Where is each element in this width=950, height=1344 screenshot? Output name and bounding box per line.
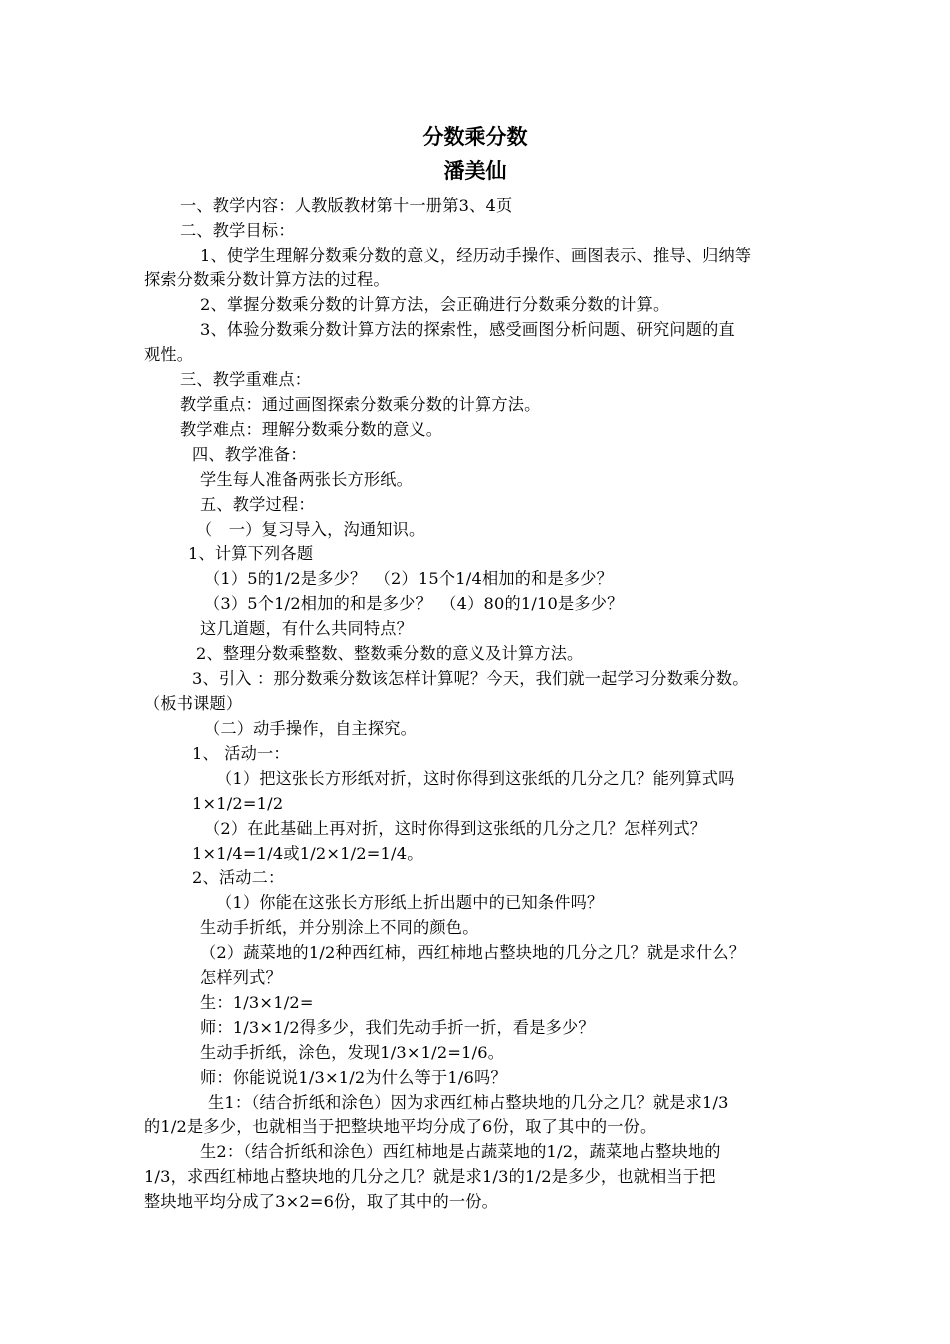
text-line: （2）在此基础上再对折，这时你得到这张纸的几分之几？怎样列式？ [204, 819, 707, 838]
text-line: 二、教学目标： [180, 221, 295, 240]
text-line: 生2：（结合折纸和涂色）西红柿地是占蔬菜地的1/2，蔬菜地占整块地的 [200, 1142, 721, 1161]
text-line: 师：1/3×1/2得多少，我们先动手折一折，看是多少？ [200, 1018, 595, 1037]
text-line: 1、计算下列各题 [188, 544, 314, 563]
text-line: 1、使学生理解分数乘分数的意义，经历动手操作、画图表示、推导、归纳等 [200, 246, 752, 265]
text-line: （2）蔬菜地的1/2种西红柿，西红柿地占整块地的几分之几？就是求什么？ [200, 943, 746, 962]
text-line: 生动手折纸，并分别涂上不同的颜色。 [200, 918, 479, 937]
text-line: 这几道题，有什么共同特点？ [200, 619, 414, 638]
text-line: 2、掌握分数乘分数的计算方法，会正确进行分数乘分数的计算。 [200, 295, 670, 314]
text-line: 整块地平均分成了3×2=6份，取了其中的一份。 [144, 1192, 498, 1211]
text-line: 教学难点：理解分数乘分数的意义。 [180, 420, 443, 439]
text-line: （二）动手操作，自主探究。 [204, 719, 418, 738]
text-line: 三、教学重难点： [180, 370, 312, 389]
text-line: 1×1/2=1/2 [192, 794, 284, 813]
text-line: 1/3，求西红柿地占整块地的几分之几？就是求1/3的1/2是多少，也就相当于把 [144, 1167, 716, 1186]
text-line: 3、引入 ：那分数乘分数该怎样计算呢？今天，我们就一起学习分数乘分数。 [192, 669, 749, 688]
text-line: 一、教学内容：人教版教材第十一册第3、4页 [180, 196, 513, 215]
document-title: 分数乘分数 [422, 125, 528, 149]
text-line: 探索分数乘分数计算方法的过程。 [144, 270, 390, 289]
text-line: 2、活动二： [192, 868, 285, 887]
text-line: （板书课题） [144, 694, 243, 713]
text-line: （1）你能在这张长方形纸上折出题中的已知条件吗？ [216, 893, 604, 912]
text-line: 怎样列式？ [200, 968, 282, 987]
text-line: 学生每人准备两张长方形纸。 [200, 470, 414, 489]
text-line: 2、整理分数乘整数、整数乘分数的意义及计算方法。 [196, 644, 584, 663]
text-line: 的1/2是多少，也就相当于把整块地平均分成了6份，取了其中的一份。 [144, 1117, 657, 1136]
document-author: 潘美仙 [443, 159, 507, 183]
text-line: 五、教学过程： [200, 495, 315, 514]
text-line: （1）5的1/2是多少？ （2）15个1/4相加的和是多少？ [204, 569, 614, 588]
text-line: 师：你能说说1/3×1/2为什么等于1/6吗？ [200, 1068, 507, 1087]
text-line: 四、教学准备： [192, 445, 307, 464]
text-line: 3、体验分数乘分数计算方法的探索性，感受画图分析问题、研究问题的直 [200, 320, 735, 339]
text-line: （3）5个1/2相加的和是多少？ （4）80的1/10是多少？ [204, 594, 624, 613]
text-line: 生1：（结合折纸和涂色）因为求西红柿占整块地的几分之几？就是求1/3 [208, 1093, 729, 1112]
text-line: 生动手折纸，涂色，发现1/3×1/2=1/6。 [200, 1043, 505, 1062]
text-line: （1）把这张长方形纸对折，这时你得到这张纸的几分之几？能列算式吗 [216, 769, 735, 788]
text-line: 1、 活动一： [192, 744, 290, 763]
text-line: （ 一）复习导入，沟通知识。 [196, 520, 426, 539]
text-line: 观性。 [144, 345, 194, 364]
text-line: 生：1/3×1/2= [200, 993, 314, 1012]
text-line: 1×1/4=1/4或1/2×1/2=1/4。 [192, 844, 424, 863]
text-line: 教学重点：通过画图探索分数乘分数的计算方法。 [180, 395, 541, 414]
